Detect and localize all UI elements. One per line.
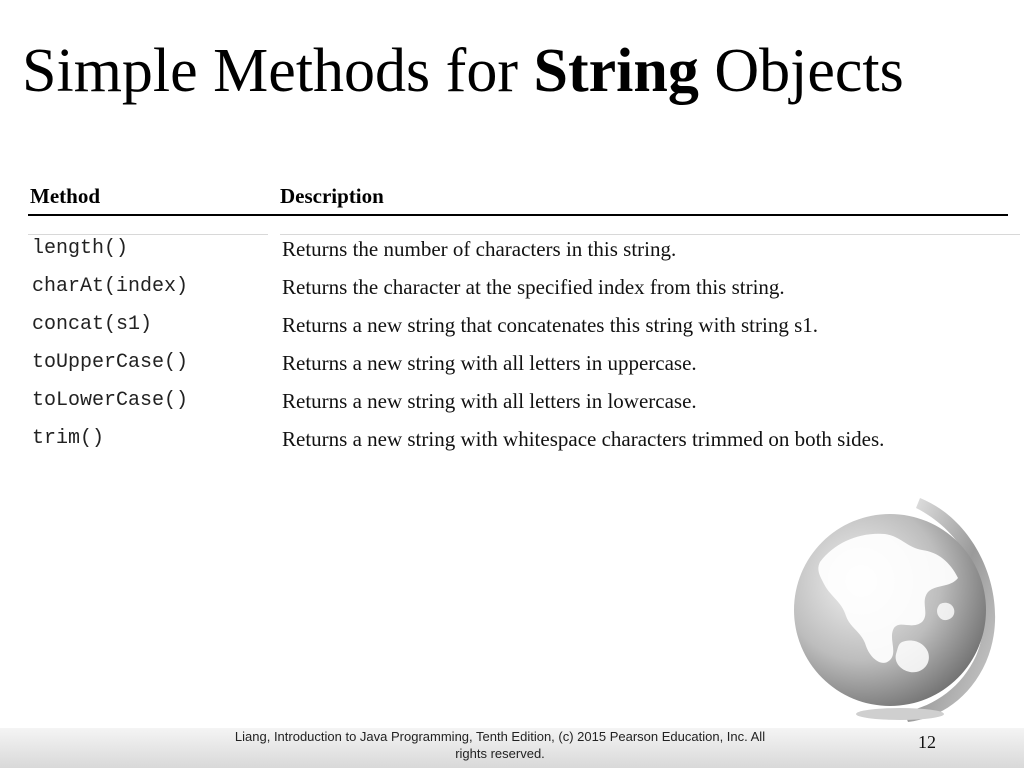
method-description: Returns a new string that concatenates this string with string s1. xyxy=(282,313,818,337)
globe-graphic xyxy=(790,492,1010,722)
method-description: Returns the character at the specified index from this string. xyxy=(282,275,785,299)
method-description: Returns the number of characters in this string. xyxy=(282,237,677,261)
table-row xyxy=(28,308,1018,346)
copyright-line-2: rights reserved. xyxy=(455,746,545,761)
method-name: toLowerCase() xyxy=(32,389,189,412)
table-header xyxy=(28,182,1008,216)
method-name: concat(s1) xyxy=(32,313,153,336)
table-row xyxy=(28,384,1018,422)
table-row xyxy=(28,232,1018,270)
slide-title xyxy=(22,37,904,105)
header-divider xyxy=(28,214,1008,216)
page-number: 12 xyxy=(918,732,936,752)
title-suffix: Objects xyxy=(698,37,904,105)
method-column-header: Method xyxy=(30,184,100,208)
method-name: charAt(index) xyxy=(32,275,189,298)
globe-icon xyxy=(790,492,1010,722)
table-row xyxy=(28,346,1018,384)
table-row xyxy=(28,270,1018,308)
title-bold-word: String xyxy=(533,37,699,105)
method-description: Returns a new string with all letters in uppercase. xyxy=(282,351,697,375)
method-name: toUpperCase() xyxy=(32,351,189,374)
title-prefix: Simple Methods for xyxy=(22,37,534,105)
method-description: Returns a new string with all letters in lowercase. xyxy=(282,389,697,413)
method-name: length() xyxy=(32,237,129,260)
copyright-line-1: Liang, Introduction to Java Programming, Tenth Edition, (c) 2015 Pearson Education, Inc. All xyxy=(234,729,766,744)
method-name: trim() xyxy=(32,427,105,450)
method-table xyxy=(28,232,1018,460)
description-column-header: Description xyxy=(280,184,384,208)
copyright-footer xyxy=(200,728,800,762)
method-description: Returns a new string with whitespace characters trimmed on both sides. xyxy=(282,427,885,451)
table-row xyxy=(28,422,1018,460)
